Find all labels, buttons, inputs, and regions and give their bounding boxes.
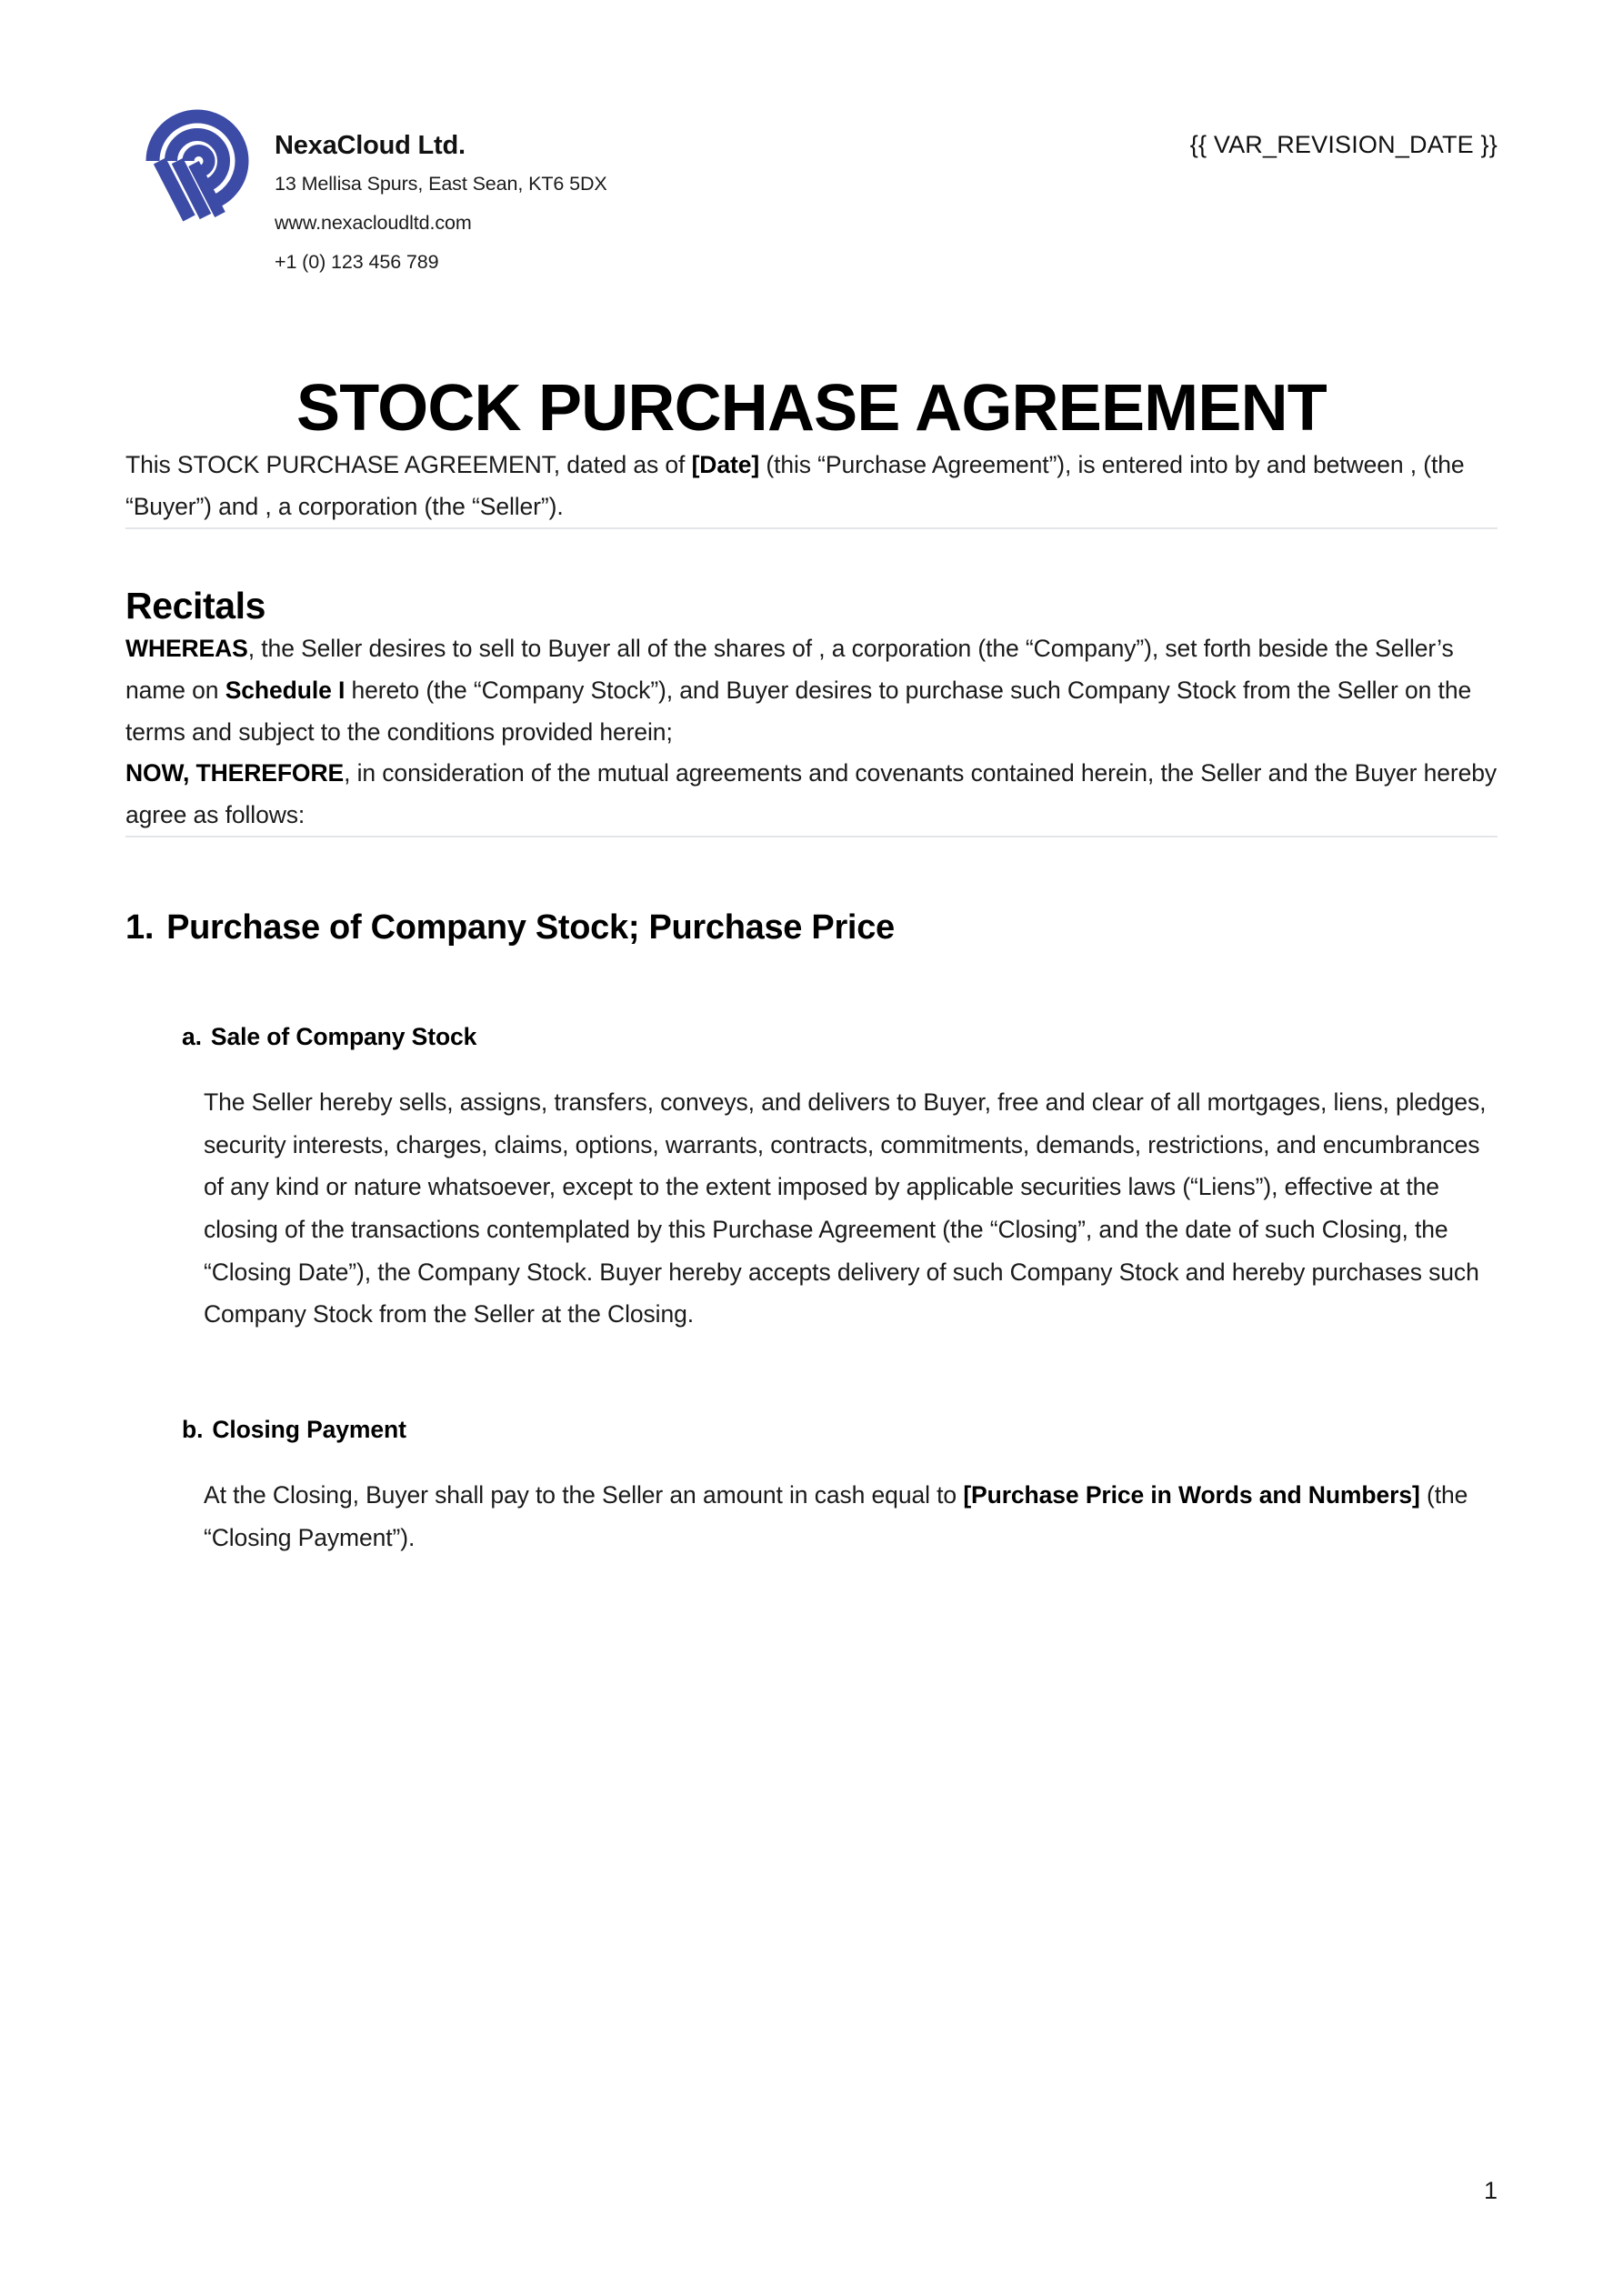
subsection-b-heading	[182, 1414, 1498, 1445]
whereas-paragraph	[125, 628, 1498, 753]
company-logo-icon	[145, 109, 256, 227]
intro-paragraph	[125, 445, 1498, 527]
schedule-i-reference: Schedule I	[225, 676, 346, 704]
subsection-a-number: a.	[182, 1022, 202, 1050]
intro-text-part2: (this “Purchase Agreement”), is entered into by and between , (the “Buyer”) and , a corporation (the “Seller”).	[125, 451, 1465, 520]
now-therefore-text: , in consideration of the mutual agreements and covenants contained herein, the Seller and the Buyer hereby agree as follows:	[125, 759, 1498, 828]
subsection-b-title: Closing Payment	[212, 1415, 406, 1443]
whereas-text-part1: , the Seller desires to sell to Buyer all of the shares of , a corporation (the “Company”), set forth beside the Seller’s name on	[125, 635, 1454, 704]
subsection-b-paragraph	[204, 1474, 1498, 1559]
section-1-number: 1.	[125, 908, 155, 947]
closing-payment-text-part1: At the Closing, Buyer shall pay to the Seller an amount in cash equal to	[204, 1481, 964, 1509]
document-body	[0, 445, 1623, 1559]
document-title: STOCK PURCHASE AGREEMENT	[296, 372, 1327, 446]
intro-text-part1: This STOCK PURCHASE AGREEMENT, dated as of	[125, 451, 692, 479]
subsection-a-paragraph: The Seller hereby sells, assigns, transfers, conveys, and delivers to Buyer, free and clear of all mortgages, liens, pledges, security interests, charges, claims, options, warrants, contracts, commitments, demands, restrictions, and encumbrances of any kind or nature whatsoever, except to the extent imposed by applicable securities laws (“Liens”), effective at the closing of the transactions contemplated by this Purchase Agreement (the “Closing”, and the date of such Closing, the “Closing Date”), the Company Stock. Buyer hereby accepts delivery of such Company Stock and hereby purchases such Company Stock from the Seller at the Closing.	[204, 1088, 1487, 1328]
purchase-price-placeholder: [Purchase Price in Words and Numbers]	[963, 1481, 1420, 1509]
date-placeholder: [Date]	[691, 451, 760, 479]
company-details	[275, 107, 607, 276]
company-phone: +1 (0) 123 456 789	[275, 251, 439, 274]
section-1-title: Purchase of Company Stock; Purchase Price	[166, 908, 895, 947]
subsection-b-body	[182, 1474, 1498, 1559]
company-name: NexaCloud Ltd.	[275, 131, 466, 160]
section-divider-1	[125, 527, 1498, 529]
recitals-heading: Recitals	[125, 585, 266, 627]
section-1-heading	[125, 907, 1498, 950]
company-address: 13 Mellisa Spurs, East Sean, KT6 5DX	[275, 173, 607, 196]
subsection-a-body	[182, 1081, 1498, 1336]
subsection-a-heading	[182, 1021, 1498, 1052]
company-website: www.nexacloudltd.com	[275, 212, 472, 235]
company-letterhead	[145, 107, 607, 276]
document-header	[0, 0, 1623, 276]
whereas-text-part2: hereto (the “Company Stock”), and Buyer desires to purchase such Company Stock from the Seller on the terms and subject to the conditions provided herein;	[125, 676, 1472, 746]
subsection-a	[125, 1021, 1498, 1336]
subsection-a-title: Sale of Company Stock	[210, 1022, 477, 1050]
closing-payment-text-part2: (the “Closing Payment”).	[204, 1481, 1468, 1552]
now-therefore-lead: NOW, THEREFORE	[125, 759, 345, 787]
subsection-b	[125, 1414, 1498, 1559]
subsection-b-number: b.	[182, 1415, 204, 1443]
whereas-lead: WHEREAS	[125, 635, 248, 663]
now-therefore-paragraph	[125, 753, 1498, 836]
revision-date-variable: {{ VAR_REVISION_DATE }}	[1189, 131, 1498, 158]
page-number: 1	[1483, 2177, 1498, 2204]
section-divider-2	[125, 836, 1498, 837]
